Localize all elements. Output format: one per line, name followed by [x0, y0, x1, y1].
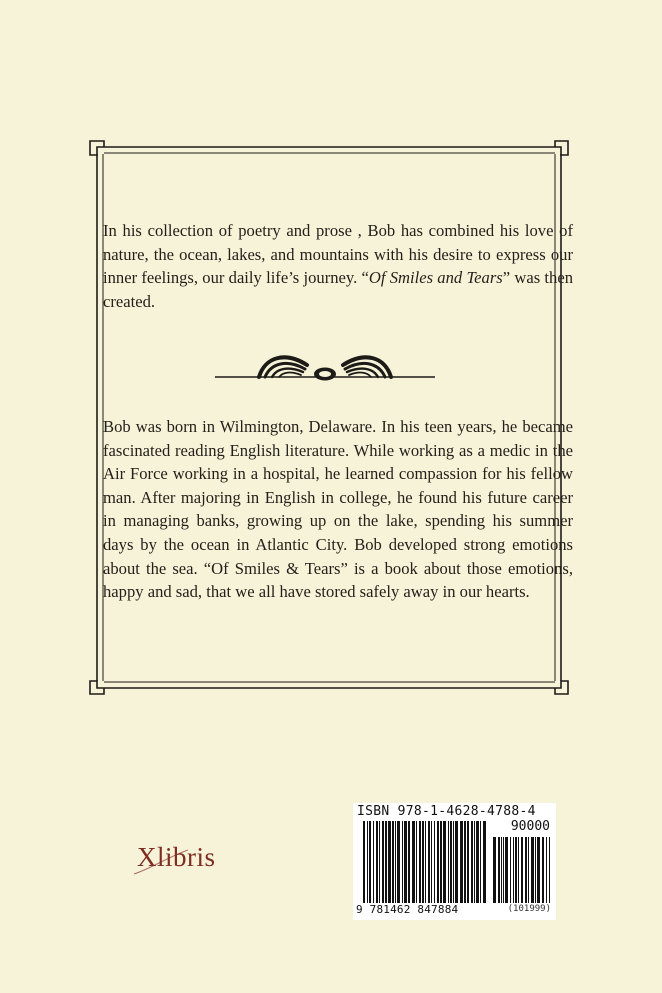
barcode-bar: [453, 821, 454, 903]
barcode-bar: [476, 821, 479, 903]
barcode-bar: [431, 821, 432, 903]
ean-digits: 9 781462 847884: [356, 903, 459, 916]
barcode-bar: [537, 837, 540, 903]
barcode-bar: [382, 821, 384, 903]
publisher-logo: Xlibris: [137, 842, 216, 872]
barcode-bar: [455, 821, 458, 903]
barcode-bar: [404, 821, 407, 903]
barcode-bar: [460, 821, 463, 903]
barcode-bar: [369, 821, 371, 903]
barcode-bar: [376, 821, 378, 903]
barcode-bar: [419, 821, 421, 903]
barcode-bar: [363, 821, 365, 903]
author-bio-text: Bob was born in Wilmington, Delaware. In his teen years, he became fascinated reading English literature. While working as a medic in the Air Force working in a hospital, he learned compassion for his fellow man. After majoring in English in college, he found his future career in managing banks, growing up on the lake, spending his summer days by the ocean in Atlantic City. Bob developed strong emotions about the sea. “Of Smiles & Tears” is a book about those emotions, happy and sad, that we all have stored safely away in our hearts.: [103, 417, 573, 602]
barcode-bar: [528, 837, 529, 903]
barcode-bar: [385, 821, 387, 903]
barcode-bar: [397, 821, 400, 903]
barcode-bar: [467, 821, 469, 903]
barcode-bar: [549, 837, 550, 903]
barcode-bar: [483, 821, 486, 903]
barcode-bar: [373, 821, 374, 903]
barcode-bar: [408, 821, 410, 903]
blurb-text-start: In his collection of poetry and prose , Bob has combined his love of nature, the ocean, lakes, and mountains with his desire to express our inner feelings, our daily life’s journey. “: [103, 221, 573, 288]
barcode-bar: [412, 821, 415, 903]
barcode-bar: [434, 821, 435, 903]
barcode-bar: [440, 821, 442, 903]
barcode-bar: [422, 821, 424, 903]
ornament-divider: [215, 353, 435, 387]
barcode-bar: [464, 821, 466, 903]
barcode-bar: [474, 821, 475, 903]
barcode-bar: [493, 837, 496, 903]
blurb-paragraph: [103, 219, 573, 313]
barcode-bar: [535, 837, 536, 903]
barcode-bar: [416, 821, 417, 903]
barcode-bar: [513, 837, 514, 903]
barcode-bar: [515, 837, 517, 903]
barcode-bar: [448, 821, 449, 903]
barcode-bar: [525, 837, 527, 903]
isbn-label: ISBN 978-1-4628-4788-4: [357, 804, 536, 819]
barcode-bar: [521, 837, 523, 903]
barcode-bar: [531, 837, 534, 903]
barcode-bar: [425, 821, 426, 903]
barcode-bar: [518, 837, 519, 903]
barcode-bar: [379, 821, 380, 903]
barcode-bar: [367, 821, 368, 903]
barcode-bar: [546, 837, 547, 903]
barcode-bar: [402, 821, 403, 903]
barcode-bar: [505, 837, 508, 903]
barcode-bar: [510, 837, 511, 903]
barcode-bar: [443, 821, 446, 903]
barcode-bar: [428, 821, 430, 903]
barcode-bar: [437, 821, 439, 903]
barcode-bar: [388, 821, 391, 903]
barcode-bar: [498, 837, 500, 903]
barcode-bar: [395, 821, 396, 903]
blurb-text-end: ” was then created.: [103, 268, 573, 311]
book-title-italic: Of Smiles and Tears: [368, 268, 503, 288]
price-label: 90000: [510, 819, 550, 834]
price-code: (101999): [507, 904, 551, 914]
isbn-barcode: [353, 803, 556, 920]
barcode-bar: [542, 837, 544, 903]
barcode-bar: [501, 837, 502, 903]
barcode-bar: [503, 837, 504, 903]
barcode-bar: [450, 821, 452, 903]
author-bio-paragraph: [103, 415, 573, 604]
barcode-bar: [471, 821, 473, 903]
barcode-bar: [480, 821, 481, 903]
barcode-bar: [392, 821, 394, 903]
